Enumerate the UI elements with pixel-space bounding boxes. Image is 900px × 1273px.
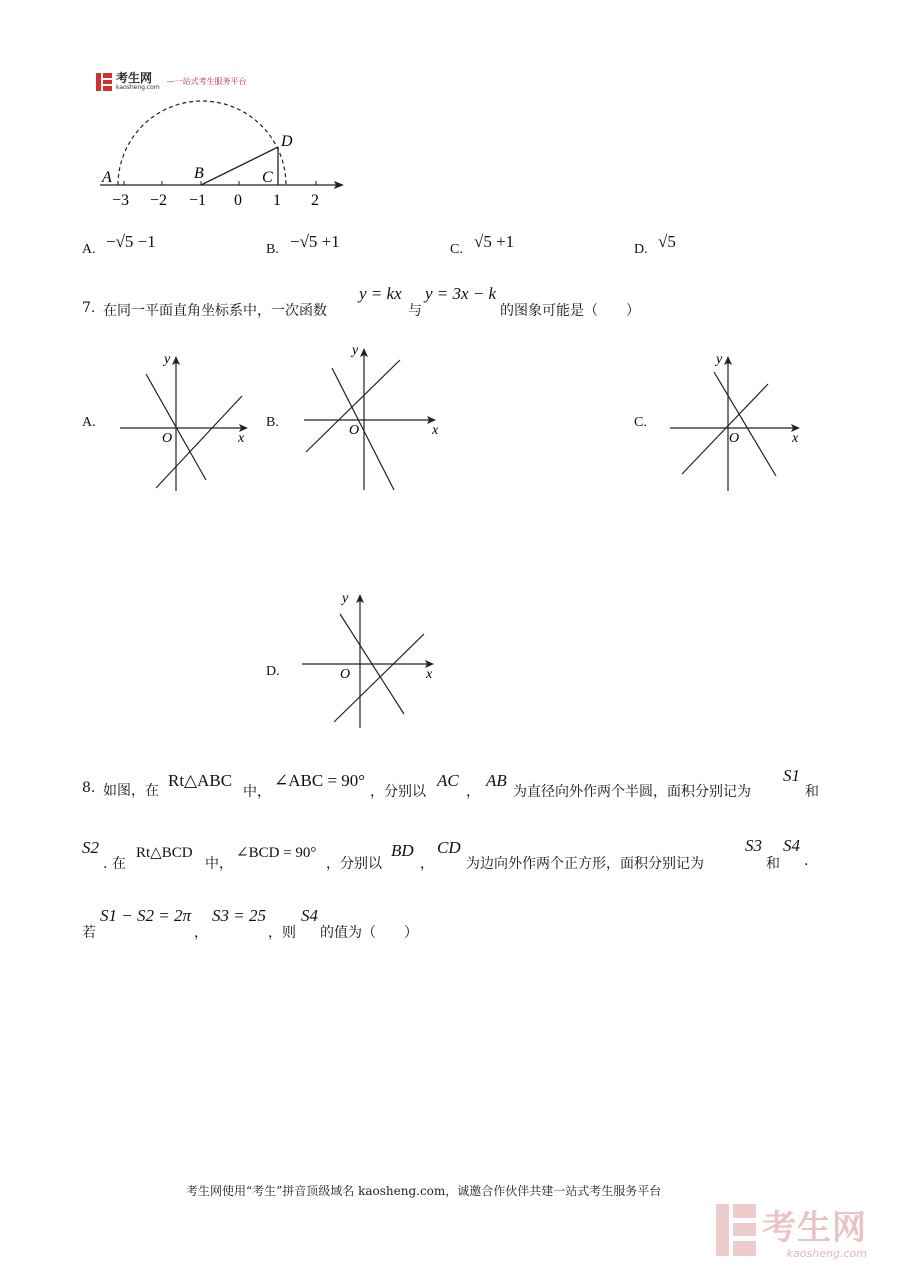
q8-l3-c: 的值为（ ）	[320, 925, 418, 941]
tick-label-neg1: −1	[189, 192, 207, 209]
tick-label-2: 2	[311, 192, 319, 209]
q8-s4: S4	[783, 836, 800, 855]
q7-text-after: 的图象可能是（ ）	[500, 303, 640, 319]
q8-s4-b: S4	[301, 906, 318, 925]
brand-url: kaosheng.com	[116, 84, 160, 91]
q8-s3: S3	[745, 836, 762, 855]
q8-ac: AC	[437, 771, 459, 790]
q8-l2-c: ，分别以	[326, 856, 382, 872]
q8-bd: BD	[391, 841, 414, 860]
q8-l3-a: 若	[82, 925, 96, 941]
q8-l1-d: 为直径向外作两个半圆，面积分别记为	[513, 784, 751, 800]
watermark-name: 考生网	[762, 1208, 867, 1248]
number-line-figure	[92, 100, 362, 215]
tick-label-1: 1	[273, 192, 281, 209]
q6-option-c-label: C.	[450, 242, 463, 257]
q7-graph-d	[300, 588, 440, 730]
label-c: C	[262, 169, 273, 186]
q7-text-before: 在同一平面直角坐标系中，一次函数	[103, 303, 327, 319]
tick-label-0: 0	[234, 192, 242, 209]
q8-angle-abc: ∠ABC = 90°	[274, 771, 366, 790]
q8-s1: S1	[783, 766, 800, 785]
brand-logo-icon	[96, 73, 112, 91]
watermark-text	[762, 1200, 867, 1260]
q6-option-d-label: D.	[634, 242, 648, 257]
line-2	[682, 384, 768, 474]
q8-period: .	[804, 853, 809, 869]
q6-option-c-expr: √5 +1	[474, 232, 515, 251]
q8-angle-bcd: ∠BCD = 90°	[236, 845, 317, 861]
origin-label: O	[729, 431, 740, 446]
x-label: x	[426, 667, 433, 682]
q8-l2-d: 为边向外作两个正方形，面积分别记为	[466, 856, 704, 872]
q8-rt-bcd: Rt△BCD	[136, 845, 193, 861]
q8-l1-e: 和	[805, 784, 819, 800]
q8-comma-3: ，	[194, 925, 208, 941]
q7-option-b-label: B.	[266, 415, 279, 430]
line-1	[332, 368, 394, 490]
q7-graph-b	[302, 340, 442, 492]
q8-ab: AB	[486, 771, 507, 790]
tick-label-neg3: −3	[112, 192, 130, 209]
y-label: y	[164, 352, 171, 367]
q6-option-b-label: B.	[266, 242, 279, 257]
q8-comma-2: ，	[420, 856, 434, 872]
x-label: x	[792, 431, 799, 446]
line-2	[306, 360, 400, 452]
q8-l1-c: ，分别以	[370, 784, 426, 800]
y-label: y	[716, 352, 723, 367]
q7-function-2: y = 3x − k	[425, 284, 497, 303]
q6-option-a-expr: −√5 −1	[106, 232, 156, 251]
q8-cond-1: S1 − S2 = 2π	[100, 906, 191, 925]
origin-label: O	[349, 423, 360, 438]
watermark-url: kaosheng.com	[786, 1247, 867, 1260]
q8-l2-a: . 在	[103, 856, 126, 872]
q8-l3-b: ，则	[268, 925, 296, 941]
q8-comma-1: ，	[466, 784, 480, 800]
origin-label: O	[162, 431, 173, 446]
q7-graph-c	[668, 348, 806, 493]
slogan-text: 一站式考生服务平台	[174, 77, 247, 86]
slogan-dash: —	[166, 77, 175, 86]
q8-l2-e: 和	[766, 856, 780, 872]
y-label: y	[352, 343, 359, 358]
label-b: B	[194, 165, 204, 182]
x-label: x	[432, 423, 439, 438]
q7-option-d-label: D.	[266, 664, 280, 679]
q8-l1-a: 如图，在	[103, 783, 159, 799]
footer-text: 考生网使用“考生”拼音顶级域名 kaosheng.com，诚邀合作伙伴共建一站式考生服务平台	[186, 1184, 662, 1198]
watermark	[716, 1200, 867, 1260]
header-logo	[96, 72, 247, 91]
q8-l2-b: 中，	[205, 856, 233, 872]
q8-l1-b: 中，	[243, 784, 271, 800]
q8-rt-abc: Rt△ABC	[168, 771, 233, 790]
q7-number: 7.	[82, 300, 96, 316]
brand-name: 考生网	[116, 71, 153, 85]
q6-option-a-label: A.	[82, 242, 96, 257]
q7-graph-a	[118, 348, 254, 493]
q8-cd: CD	[437, 838, 461, 857]
tick-label-neg2: −2	[150, 192, 168, 209]
q6-option-b-expr: −√5 +1	[290, 232, 340, 251]
watermark-logo-icon	[716, 1204, 756, 1256]
q7-text-mid: 与	[408, 303, 422, 319]
q7-option-a-label: A.	[82, 415, 96, 430]
q6-option-d-expr: √5	[658, 232, 676, 251]
origin-label: O	[340, 667, 351, 682]
label-d: D	[281, 133, 293, 150]
y-label: y	[342, 591, 349, 606]
line-1	[714, 372, 776, 476]
q7-function-1: y = kx	[359, 284, 402, 303]
q8-number: 8.	[82, 780, 96, 796]
brand-slogan	[167, 76, 247, 87]
q8-s2: S2	[82, 838, 99, 857]
q7-option-c-label: C.	[634, 415, 647, 430]
x-label: x	[238, 431, 245, 446]
label-a: A	[102, 169, 112, 186]
brand-text	[116, 72, 160, 91]
q8-cond-2: S3 = 25	[212, 906, 266, 925]
